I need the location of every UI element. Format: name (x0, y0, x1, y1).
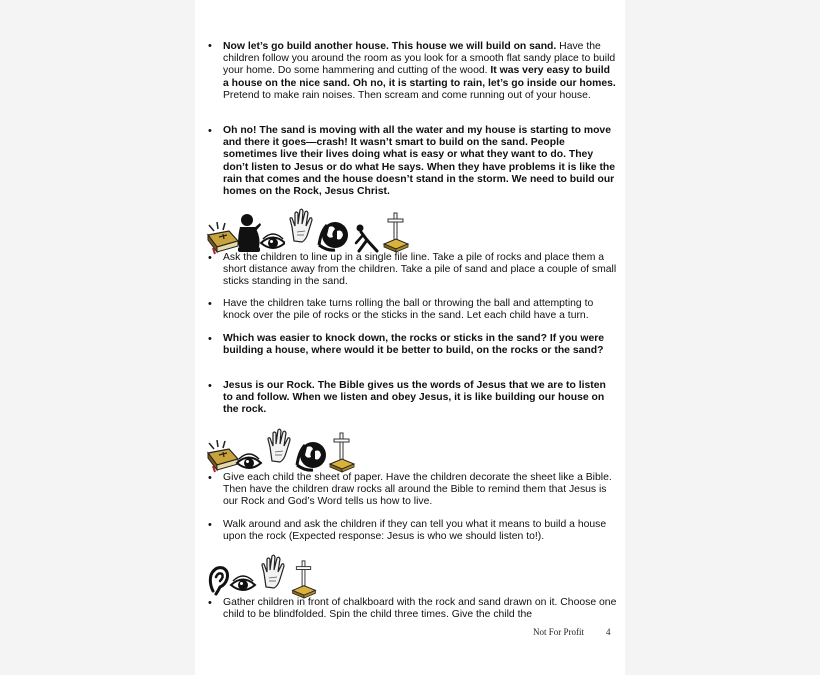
body-text: Have the children follow you around the room as you look for a smooth flat sandy place to build your home. Do some hammering and cutting of the wood. (223, 41, 616, 77)
bold-text: Jesus is our Rock. The Bible gives us the words of Jesus that we are to listen to and follow. When we listen and obey Jesus, it is like building our house on the rock. (223, 380, 606, 416)
list-item (223, 41, 618, 102)
cross-bible-icon (327, 431, 357, 473)
list-item (223, 252, 618, 289)
eye-icon (235, 453, 263, 471)
ear-icon (207, 565, 229, 597)
list-item (223, 597, 618, 621)
bold-text: Oh no! The sand is moving with all the water and my house is starting to move and there it goes—crash! It wasn’t smart to build on the sand. People sometimes live their lives doing what is easy or what they want to do. They don’t listen to Jesus or do what He says. When they have problems it is like the rain that comes and the house doesn’t stand in the storm. We need to build our homes on the Rock, Jesus Christ. (223, 125, 616, 198)
body-text: Have the children take turns rolling the ball or throwing the ball and attempting to knock over the pile of rocks or the sticks in the sand. Let each child have a turn. (223, 298, 594, 322)
body-text: Ask the children to line up in a single file line. Take a pile of rocks and place them a short distance away from the children. Take a pile of sand and place a couple of small sticks standing in the sand. (223, 252, 617, 288)
bold-text: Now let’s go build another house. This house we will build on sand. (223, 41, 557, 52)
hand-icon (263, 427, 295, 465)
page-number: 4 (606, 627, 611, 637)
footer-label: Not For Profit (533, 627, 585, 637)
body-text: Pretend to make rain noises. Then scream and come running out of your house. (223, 89, 591, 101)
icon-row (205, 207, 415, 255)
bold-text: It was very easy to build a house on the nice sand. Oh no, it is starting to rain, let’s go inside our homes. (223, 65, 616, 89)
page-footer (533, 627, 611, 637)
body-text: Give each child the sheet of paper. Have the children decorate the sheet like a Bible. Then have the children draw rocks all around the Bible to remind them that Jesus is our Rock and God’s Word tells us how to live. (223, 472, 612, 508)
list-item (223, 333, 618, 357)
hand-icon (257, 553, 289, 591)
body-text: Walk around and ask the children if they can tell you what it means to build a house upon the rock (Expected response: Jesus is who we should listen to!). (223, 519, 607, 543)
globe-hands-icon (317, 217, 351, 253)
bold-text: Which was easier to knock down, the rocks or sticks in the sand? If you were building a house, where would it be better to build, on the rocks or the sand? (223, 333, 605, 357)
list-item (223, 519, 618, 543)
eye-icon (259, 233, 287, 251)
list-item (223, 472, 618, 509)
list-item (223, 125, 618, 198)
icon-row (205, 427, 365, 473)
icon-row (205, 553, 315, 599)
cross-bible-icon (289, 559, 319, 599)
list-item (223, 380, 618, 417)
eye-icon (229, 575, 257, 593)
cross-bible-icon (381, 211, 411, 253)
exercise-figure-icon (353, 223, 381, 253)
hand-icon (285, 207, 317, 245)
list-item (223, 298, 618, 322)
body-text: Gather children in front of chalkboard with the rock and sand drawn on it. Choose one child to be blindfolded. Spin the child three times. Give the child the (223, 597, 617, 621)
globe-hands-icon (295, 437, 329, 473)
